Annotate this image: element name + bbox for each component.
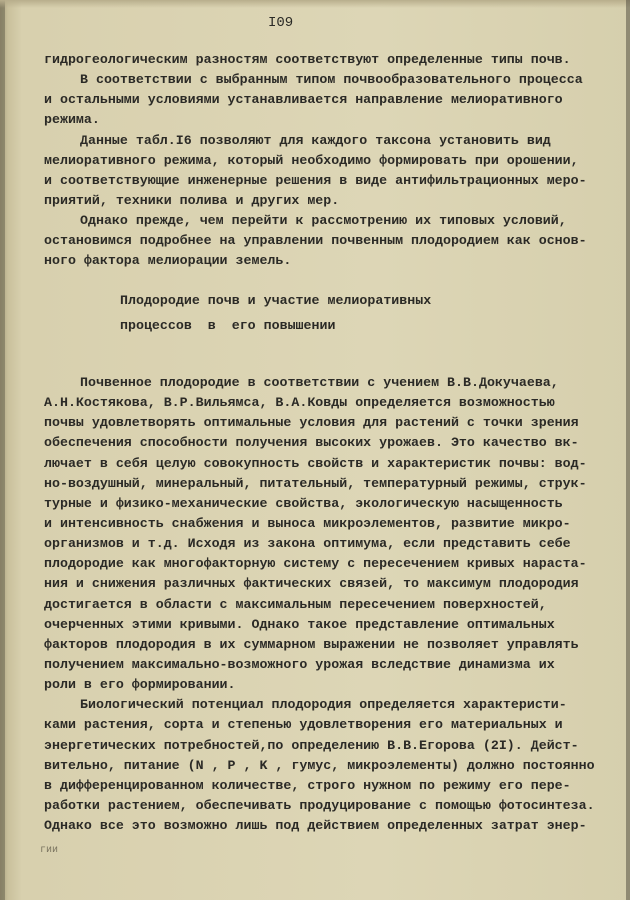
text-line: обеспечения способности получения высоких урожаев. Это качество вк-: [44, 435, 579, 451]
text-line: А.Н.Костякова, В.Р.Вильямса, В.А.Ковды определяется возможностью: [44, 395, 555, 411]
text-line: плодородие как многофакторную систему с пересечением кривых нараста-: [44, 556, 587, 572]
paragraph: [44, 131, 587, 212]
text-line: и соответствующие инженерные решения в виде антифильтрационных меро-: [44, 172, 587, 188]
text-line: получением максимально-возможного урожая вследствие динамизма их: [44, 656, 555, 672]
text-line: достигается в области с максимальным пересечением поверхностей,: [44, 596, 547, 612]
page-right-edge: [626, 0, 630, 900]
text-line: и интенсивность снабжения и выноса микроэлементов, развитие микро-: [44, 515, 571, 531]
text-line: остановимся подробнее на управлении почвенным плодородием как основ-: [44, 233, 587, 249]
text-line: и остальными условиями устанавливается направление мелиоративного: [44, 92, 563, 108]
text-line: Данные табл.I6 позволяют для каждого таксона установить вид: [80, 132, 551, 148]
text-line: энергетических потребностей,по определению В.В.Егорова (2I). Дейст-: [44, 737, 579, 753]
text-line: очерченных этими кривыми. Однако такое представление оптимальных: [44, 616, 555, 632]
page-number: I09: [268, 15, 294, 31]
text-line: ного фактора мелиорации земель.: [44, 253, 292, 269]
text-line: мелиоративного режима, который необходимо формировать при орошении,: [44, 152, 579, 168]
text-line: турные и физико-механические свойства, экологическую насыщенность: [44, 495, 563, 511]
text-line: организмов и т.д. Исходя из закона оптимума, если представить себе: [44, 536, 571, 552]
paragraph: [44, 695, 595, 836]
paragraph: [44, 211, 587, 271]
text-line: факторов плодородия в их суммарном выражении не позволяет управлять: [44, 636, 579, 652]
text-line: почвы удовлетворять оптимальные условия для растений с точки зрения: [44, 415, 579, 431]
paragraph: [44, 373, 595, 695]
page-top-shadow: [0, 0, 630, 8]
text-line: в дифференцированном количестве, строго нужном по режиму его пере-: [44, 777, 571, 793]
text-line: но-воздушный, минеральный, питательный, температурный режимы, струк-: [44, 475, 587, 491]
text-line: Биологический потенциал плодородия определяется характеристи-: [80, 697, 567, 713]
text-line: вительно, питание (N , P , K , гумус, микроэлементы) должно постоянно: [44, 757, 595, 773]
text-line: ками растения, сорта и степенью удовлетворения его материальных и: [44, 717, 563, 733]
section-heading: [120, 288, 431, 338]
text-line: лючает в себя целую совокупность свойств и характеристик почвы: вод-: [44, 455, 587, 471]
heading-line-1: Плодородие почв и участие мелиоративных: [120, 293, 432, 308]
text-line: В соответствии с выбранным типом почвообразовательного процесса: [80, 72, 583, 88]
text-line: роли в его формировании.: [44, 677, 236, 693]
text-line: режима.: [44, 112, 100, 128]
footer-mark: гии: [40, 845, 59, 856]
intro-text: [44, 50, 587, 272]
heading-line-2: процессов в его повышении: [120, 318, 336, 333]
text-line: приятий, техники полива и других мер.: [44, 192, 340, 208]
page-binding-edge: [0, 0, 5, 900]
text-line: гидрогеологическим разностям соответствуют определенные типы почв.: [44, 52, 571, 67]
body-text: [44, 373, 595, 836]
text-line: ния и снижения различных фактических связей, то максимум плодородия: [44, 576, 579, 592]
text-line: Однако все это возможно лишь под действием определенных затрат энер-: [44, 818, 587, 834]
text-line: Однако прежде, чем перейти к рассмотрению их типовых условий,: [80, 213, 567, 229]
paragraph: [44, 50, 587, 70]
text-line: работки растением, обеспечивать продуцирование с помощью фотосинтеза.: [44, 797, 595, 813]
paragraph: [44, 70, 587, 130]
text-line: Почвенное плодородие в соответствии с учением В.В.Докучаева,: [80, 375, 559, 390]
